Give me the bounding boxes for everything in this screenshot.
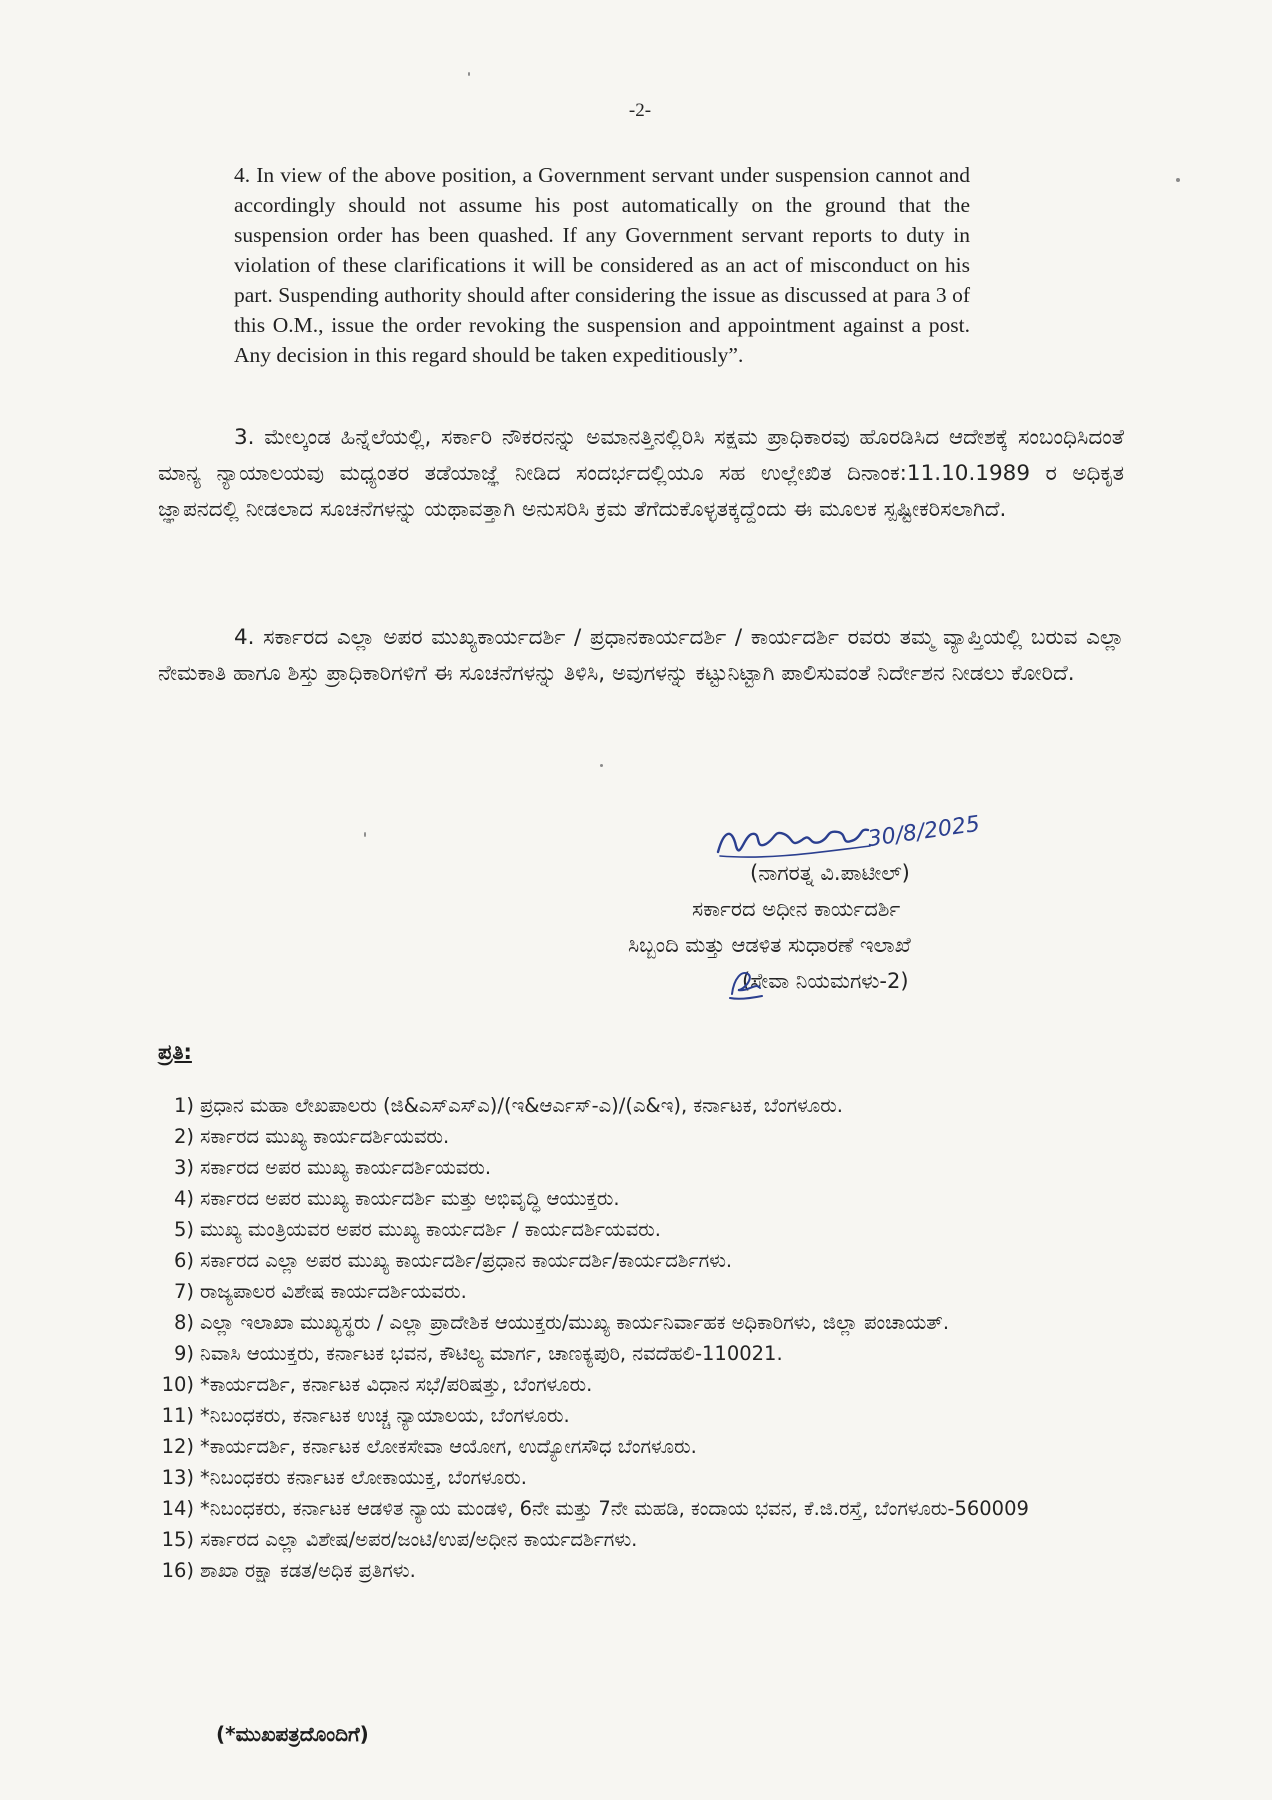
enclosure-note: (*ಮುಖಪತ್ರದೊಂದಿಗೆ): [216, 1722, 369, 1746]
list-item: [156, 1183, 1116, 1214]
signatory-department: ಸಿಬ್ಬಂದಿ ಮತ್ತು ಆಡಳಿತ ಸುಧಾರಣೆ ಇಲಾಖೆ: [628, 933, 911, 957]
list-item: [156, 1462, 1116, 1493]
list-item: [156, 1555, 1116, 1586]
signatory-name: (ನಾಗರತ್ನ ವಿ.ಪಾಟೀಲ್): [750, 861, 910, 885]
list-item-number: 7): [173, 1280, 194, 1303]
copy-to-heading: ಪ್ರತಿ:: [158, 1040, 192, 1064]
list-item-number: 3): [173, 1156, 194, 1179]
list-item-text: ಮುಖ್ಯ ಮಂತ್ರಿಯವರ ಅಪರ ಮುಖ್ಯ ಕಾರ್ಯದರ್ಶಿ / ಕಾರ್ಯದರ್ಶಿಯವರು.: [200, 1218, 661, 1241]
list-item-text: ಪ್ರಧಾನ ಮಹಾ ಲೇಖಪಾಲರು (ಜಿ&ಎಸ್ಎಸ್ಎ)/(ಇ&ಆರ್ಎಸ್-ಎ)/(ಎ&ಇ), ಕರ್ನಾಟಕ, ಬೆಂಗಳೂರು.: [200, 1094, 843, 1117]
list-item-number: 5): [173, 1218, 194, 1241]
handwritten-initials: [726, 960, 766, 1002]
list-item-text: *ಕಾರ್ಯದರ್ಶಿ, ಕರ್ನಾಟಕ ವಿಧಾನ ಸಭೆ/ಪರಿಷತ್ತು, ಬೆಂಗಳೂರು.: [200, 1373, 593, 1396]
list-item-number: 4): [173, 1187, 194, 1210]
list-item-number: 16): [161, 1559, 194, 1582]
signatory-section: (ಸೇವಾ ನಿಯಮಗಳು-2): [742, 969, 909, 993]
list-item-text: *ನಿಬಂಧಕರು ಕರ್ನಾಟಕ ಲೋಕಾಯುಕ್ತ, ಬೆಂಗಳೂರು.: [200, 1466, 527, 1489]
quoted-paragraph: 4. In view of the above position, a Government servant under suspension cannot and accordingly should not assume his post automatically on the ground that the suspension order has been quashed. If any Government servant reports to duty in violation of these clarifications it will be considered as an act of misconduct on his part. Suspending authority should after considering the issue as discussed at para 3 of this O.M., issue the order revoking the suspension and appointment against a post. Any decision in this regard should be taken expeditiously”.: [234, 163, 970, 367]
list-item: [156, 1400, 1116, 1431]
list-item: [156, 1276, 1116, 1307]
list-item-text: *ನಿಬಂಧಕರು, ಕರ್ನಾಟಕ ಉಚ್ಚ ನ್ಯಾಯಾಲಯ, ಬೆಂಗಳೂರು.: [200, 1404, 570, 1427]
list-item-number: 6): [173, 1249, 194, 1272]
list-item-text: ರಾಜ್ಯಪಾಲರ ವಿಶೇಷ ಕಾರ್ಯದರ್ಶಿಯವರು.: [200, 1280, 467, 1303]
list-item: [156, 1524, 1116, 1555]
list-item: [156, 1152, 1116, 1183]
list-item-text: ಸರ್ಕಾರದ ಎಲ್ಲಾ ಅಪರ ಮುಖ್ಯ ಕಾರ್ಯದರ್ಶಿ/ಪ್ರಧಾನ ಕಾರ್ಯದರ್ಶಿ/ಕಾರ್ಯದರ್ಶಿಗಳು.: [200, 1249, 733, 1272]
list-item: [156, 1338, 1116, 1369]
scan-speck: [468, 72, 470, 76]
list-item-number: 15): [161, 1528, 194, 1551]
list-item-text: ಶಾಖಾ ರಕ್ಷಾ ಕಡತ/ಅಧಿಕ ಪ್ರತಿಗಳು.: [200, 1559, 416, 1582]
list-item-number: 10): [161, 1373, 194, 1396]
list-item-text: *ಕಾರ್ಯದರ್ಶಿ, ಕರ್ನಾಟಕ ಲೋಕಸೇವಾ ಆಯೋಗ, ಉದ್ಯೋಗಸೌಧ ಬೆಂಗಳೂರು.: [200, 1435, 697, 1458]
page-number: -2-: [628, 100, 652, 121]
list-item: [156, 1245, 1116, 1276]
list-item-number: 9): [173, 1342, 194, 1365]
list-item-number: 12): [161, 1435, 194, 1458]
list-item-text: ಸರ್ಕಾರದ ಅಪರ ಮುಖ್ಯ ಕಾರ್ಯದರ್ಶಿ ಮತ್ತು ಅಭಿವೃದ್ಧಿ ಆಯುಕ್ತರು.: [200, 1187, 620, 1210]
list-item-text: ಸರ್ಕಾರದ ಮುಖ್ಯ ಕಾರ್ಯದರ್ಶಿಯವರು.: [200, 1125, 450, 1148]
list-item-number: 2): [173, 1125, 194, 1148]
list-item-text: ನಿವಾಸಿ ಆಯುಕ್ತರು, ಕರ್ನಾಟಕ ಭವನ, ಕೌಟಿಲ್ಯ ಮಾರ್ಗ, ಚಾಣಕ್ಯಪುರಿ, ನವದೆಹಲಿ-110021.: [200, 1342, 783, 1365]
list-item-number: 11): [161, 1404, 194, 1427]
list-item-text: ಸರ್ಕಾರದ ಅಪರ ಮುಖ್ಯ ಕಾರ್ಯದರ್ಶಿಯವರು.: [200, 1156, 492, 1179]
list-item: [156, 1369, 1116, 1400]
list-item: [156, 1121, 1116, 1152]
signature-block: [620, 800, 1140, 1000]
list-item-text: *ನಿಬಂಧಕರು, ಕರ್ನಾಟಕ ಆಡಳಿತ ನ್ಯಾಯ ಮಂಡಳಿ, 6ನೇ ಮತ್ತು 7ನೇ ಮಹಡಿ, ಕಂದಾಯ ಭವನ, ಕೆ.ಜಿ.ರಸ್ತೆ, ಬೆಂಗಳೂರು-560009: [200, 1497, 1029, 1520]
list-item-text: ಎಲ್ಲಾ ಇಲಾಖಾ ಮುಖ್ಯಸ್ಥರು / ಎಲ್ಲಾ ಪ್ರಾದೇಶಿಕ ಆಯುಕ್ತರು/ಮುಖ್ಯ ಕಾರ್ಯನಿರ್ವಾಹಕ ಅಧಿಕಾರಿಗಳು, ಜಿಲ್ಲಾ ಪಂಚಾಯತ್.: [200, 1311, 950, 1334]
list-item-number: 13): [161, 1466, 194, 1489]
paragraph-3: 3. ಮೇಲ್ಕಂಡ ಹಿನ್ನೆಲೆಯಲ್ಲಿ, ಸರ್ಕಾರಿ ನೌಕರನನ್ನು ಅಮಾನತ್ತಿನಲ್ಲಿರಿಸಿ ಸಕ್ಷಮ ಪ್ರಾಧಿಕಾರವು ಹೊರಡಿಸಿದ ಆದೇಶಕ್ಕೆ ಸಂಬಂಧಿಸಿದಂತೆ ಮಾನ್ಯ ನ್ಯಾಯಾಲಯವು ಮಧ್ಯಂತರ ತಡೆಯಾಜ್ಞೆ ನೀಡಿದ ಸಂದರ್ಭದಲ್ಲಿಯೂ ಸಹ ಉಲ್ಲೇಖಿತ ದಿನಾಂಕ:11.10.1989 ರ ಅಧಿಕೃತ ಜ್ಞಾಪನದಲ್ಲಿ ನೀಡಲಾದ ಸೂಚನೆಗಳನ್ನು ಯಥಾವತ್ತಾಗಿ ಅನುಸರಿಸಿ ಕ್ರಮ ತೆಗೆದುಕೊಳ್ಳತಕ್ಕದ್ದೆಂದು ಈ ಮೂಲಕ ಸ್ಪಷ್ಟೀಕರಿಸಲಾಗಿದೆ.: [158, 425, 1124, 522]
list-item: [156, 1307, 1116, 1338]
list-item: [156, 1214, 1116, 1245]
scan-speck: [364, 832, 366, 837]
signatory-designation: ಸರ್ಕಾರದ ಅಧೀನ ಕಾರ್ಯದರ್ಶಿ: [692, 897, 901, 921]
list-item-number: 8): [173, 1311, 194, 1334]
copy-to-list: [156, 1090, 1116, 1586]
list-item-number: 1): [173, 1094, 194, 1117]
list-item: [156, 1431, 1116, 1462]
list-item-text: ಸರ್ಕಾರದ ಎಲ್ಲಾ ವಿಶೇಷ/ಅಪರ/ಜಂಟಿ/ಉಪ/ಅಧೀನ ಕಾರ್ಯದರ್ಶಿಗಳು.: [200, 1528, 638, 1551]
handwritten-date: 30/8/2025: [866, 811, 982, 853]
list-item: [156, 1090, 1116, 1121]
scan-speck: [600, 764, 603, 767]
scan-speck: [1176, 178, 1180, 182]
list-item-number: 14): [161, 1497, 194, 1520]
list-item: [156, 1493, 1116, 1524]
paragraph-4: 4. ಸರ್ಕಾರದ ಎಲ್ಲಾ ಅಪರ ಮುಖ್ಯಕಾರ್ಯದರ್ಶಿ / ಪ್ರಧಾನಕಾರ್ಯದರ್ಶಿ / ಕಾರ್ಯದರ್ಶಿ ರವರು ತಮ್ಮ ವ್ಯಾಪ್ತಿಯಲ್ಲಿ ಬರುವ ಎಲ್ಲಾ ನೇಮಕಾತಿ ಹಾಗೂ ಶಿಸ್ತು ಪ್ರಾಧಿಕಾರಿಗಳಿಗೆ ಈ ಸೂಚನೆಗಳನ್ನು ತಿಳಿಸಿ, ಅವುಗಳನ್ನು ಕಟ್ಟುನಿಟ್ಟಾಗಿ ಪಾಲಿಸುವಂತೆ ನಿರ್ದೇಶನ ನೀಡಲು ಕೋರಿದೆ.: [158, 625, 1124, 686]
